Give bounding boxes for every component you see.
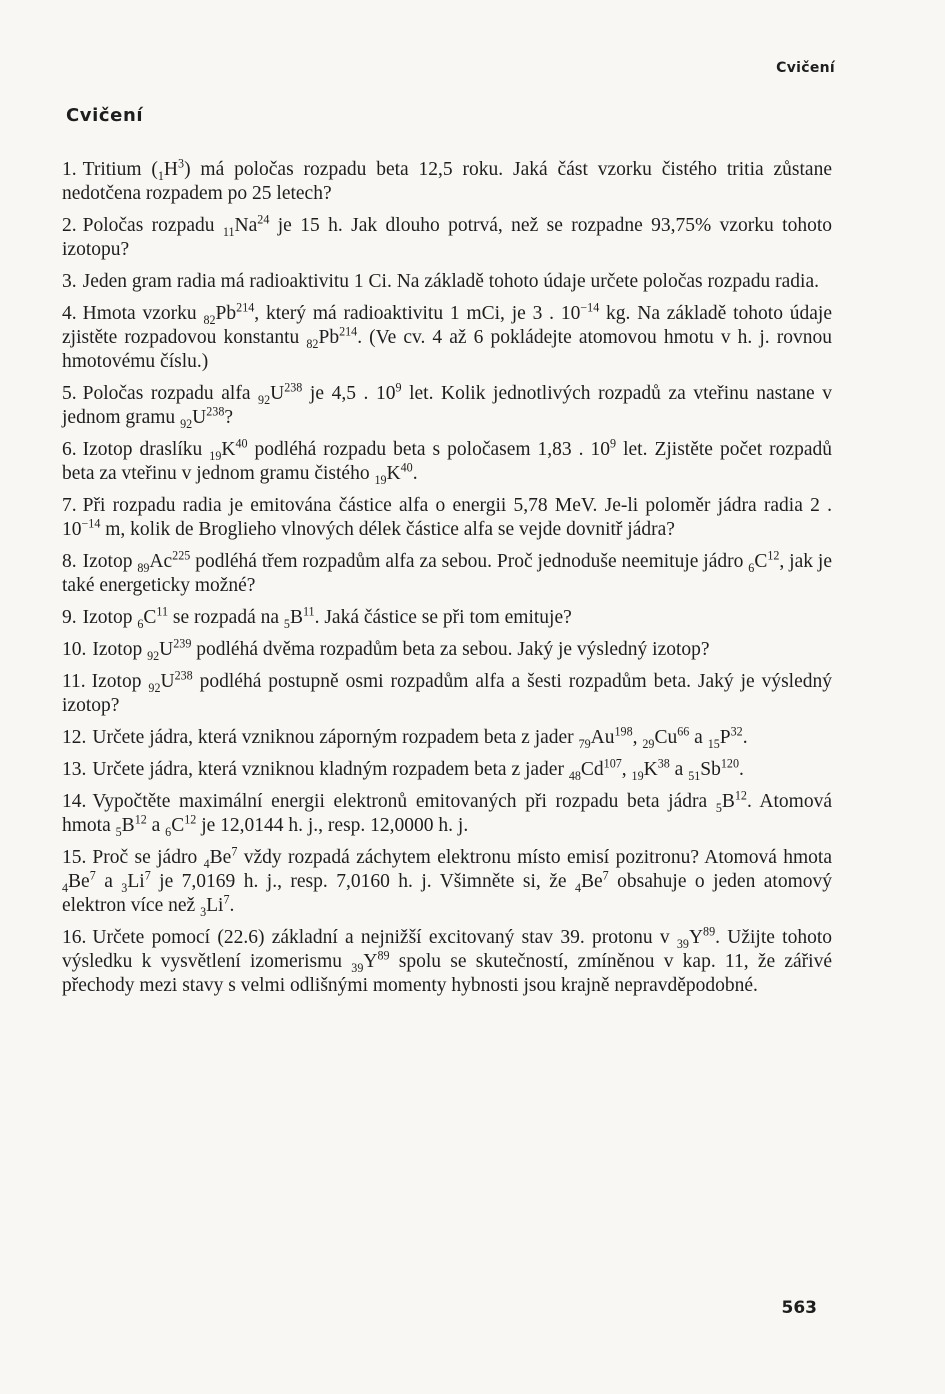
subscript: 89	[137, 560, 150, 575]
exercise-number: 1.	[62, 159, 77, 180]
exercise-text: Jeden gram radia má radioaktivitu 1 Ci. Na základě tohoto údaje určete poločas rozpadu radia.	[82, 271, 820, 292]
exercise-text: Li	[127, 871, 145, 892]
superscript: 89	[703, 924, 716, 939]
subscript: 5	[283, 616, 290, 631]
exercise-number: 8.	[62, 551, 77, 572]
exercise-number: 9.	[62, 607, 77, 628]
superscript: −14	[580, 300, 600, 315]
exercise-text: a	[146, 815, 166, 836]
superscript: 7	[231, 844, 238, 859]
exercise-text: .	[742, 727, 748, 748]
exercise-text: spolu se skutečností, zmíněnou v kap. 11, že zářivé přechody mezi stavy s velmi odlišnými momenty hybnosti jsou krajně nepravděpodobné.	[62, 951, 832, 996]
exercise-number: 7.	[62, 495, 77, 516]
exercise-item	[62, 382, 832, 430]
superscript: 238	[284, 380, 303, 395]
exercise-item	[62, 670, 832, 718]
superscript: 7	[602, 868, 609, 883]
exercise-text: Izotop	[82, 551, 138, 572]
section-heading: Cvičení	[66, 105, 144, 126]
superscript: −14	[81, 516, 101, 531]
exercise-item	[62, 302, 832, 374]
exercise-text: Y	[688, 927, 704, 948]
exercise-item	[62, 790, 832, 838]
exercise-text: Určete jádra, která vzniknou záporným rozpadem beta z jader	[92, 727, 579, 748]
subscript: 79	[578, 736, 591, 751]
exercise-number: 5.	[62, 383, 77, 404]
exercise-number: 15.	[62, 847, 87, 868]
exercise-text: ?	[224, 407, 234, 428]
exercise-text: Poločas rozpadu alfa	[82, 383, 259, 404]
exercise-list	[62, 158, 832, 1006]
subscript: 82	[306, 336, 319, 351]
subscript: 19	[631, 768, 644, 783]
superscript: 7	[89, 868, 96, 883]
exercise-text: Izotop	[82, 607, 138, 628]
superscript: 214	[339, 324, 358, 339]
exercise-text: , který má radioaktivitu 1 mCi, je 3 . 10	[254, 303, 581, 324]
superscript: 7	[223, 892, 230, 907]
exercise-text: Cd	[580, 759, 604, 780]
exercise-text: .	[739, 759, 744, 780]
superscript: 9	[610, 436, 617, 451]
superscript: 238	[206, 404, 225, 419]
exercise-text: Tritium (	[82, 159, 158, 180]
subscript: 6	[748, 560, 755, 575]
subscript: 19	[209, 448, 222, 463]
superscript: 107	[603, 756, 622, 771]
superscript: 12	[184, 812, 197, 827]
exercise-item	[62, 846, 832, 918]
exercise-item	[62, 758, 832, 782]
subscript: 39	[351, 960, 364, 975]
subscript: 5	[715, 800, 722, 815]
exercise-text: je 15 h. Jak dlouho potrvá, než se rozpadne 93,75% vzorku tohoto izotopu?	[62, 215, 833, 260]
exercise-text: Cu	[654, 727, 678, 748]
exercise-text: Be	[209, 847, 232, 868]
exercise-text: ) má poločas rozpadu beta 12,5 roku. Jaká část vzorku čistého tritia zůstane nedotčena rozpadem po 25 letech?	[62, 159, 832, 204]
exercise-number: 2.	[62, 215, 77, 236]
superscript: 12	[734, 788, 747, 803]
exercise-number: 3.	[62, 271, 77, 292]
subscript: 51	[688, 768, 701, 783]
superscript: 11	[302, 604, 315, 619]
exercise-text: Poločas rozpadu	[82, 215, 223, 236]
subscript: 1	[157, 168, 164, 183]
superscript: 239	[173, 636, 192, 651]
exercise-item	[62, 606, 832, 630]
exercise-text: P	[719, 727, 731, 748]
exercise-number: 12.	[62, 727, 87, 748]
exercise-text: Ac	[149, 551, 173, 572]
exercise-item	[62, 494, 832, 542]
exercise-text: . Atomová hmota	[62, 791, 832, 836]
superscript: 11	[156, 604, 169, 619]
subscript: 4	[574, 880, 581, 895]
exercise-text: Pb	[318, 327, 340, 348]
exercise-text: B	[121, 815, 135, 836]
exercise-item	[62, 158, 832, 206]
exercise-text: K	[386, 463, 401, 484]
superscript: 12	[767, 548, 780, 563]
superscript: 225	[172, 548, 191, 563]
superscript: 9	[395, 380, 402, 395]
superscript: 214	[236, 300, 255, 315]
exercise-text: kg. Na základě tohoto údaje zjistěte rozpadovou konstantu	[62, 303, 832, 348]
running-head: Cvičení	[776, 60, 835, 76]
subscript: 5	[115, 824, 122, 839]
exercise-text: K	[221, 439, 236, 460]
superscript: 120	[720, 756, 740, 771]
exercise-text: Proč se jádro	[92, 847, 204, 868]
exercise-text: je 4,5 . 10	[302, 383, 396, 404]
subscript: 29	[642, 736, 655, 751]
exercise-text: Be	[68, 871, 90, 892]
exercise-text: obsahuje o jeden atomový elektron více než	[62, 871, 832, 916]
exercise-text: let. Kolik jednotlivých rozpadů za vteřinu nastane v jednom gramu	[62, 383, 832, 428]
subscript: 3	[121, 880, 128, 895]
exercise-text: let. Zjistěte počet rozpadů beta za vteřinu v jednom gramu čistého	[62, 439, 832, 484]
superscript: 89	[377, 948, 390, 963]
exercise-text: Hmota vzorku	[82, 303, 204, 324]
subscript: 6	[137, 616, 144, 631]
superscript: 66	[677, 724, 690, 739]
subscript: 92	[147, 648, 160, 663]
subscript: 19	[374, 472, 387, 487]
exercise-text: U	[159, 639, 174, 660]
exercise-text: H	[163, 159, 179, 180]
exercise-text: je 12,0144 h. j., resp. 12,0000 h. j.	[196, 815, 469, 836]
exercise-item	[62, 726, 832, 750]
superscript: 198	[614, 724, 633, 739]
exercise-text: .	[229, 895, 235, 916]
exercise-text: Au	[590, 727, 615, 748]
superscript: 12	[134, 812, 147, 827]
exercise-text: a	[95, 871, 122, 892]
subscript: 92	[258, 392, 271, 407]
subscript: 4	[203, 856, 210, 871]
subscript: 48	[568, 768, 581, 783]
subscript: 3	[200, 904, 207, 919]
exercise-number: 6.	[62, 439, 77, 460]
superscript: 7	[144, 868, 151, 883]
exercise-text: a	[669, 759, 689, 780]
exercise-text: C	[171, 815, 185, 836]
exercise-number: 16.	[62, 927, 87, 948]
exercise-text: ,	[621, 759, 632, 780]
subscript: 39	[676, 936, 689, 951]
exercise-text: je 7,0169 h. j., resp. 7,0160 h. j. Všimněte si, že	[150, 871, 575, 892]
exercise-text: . (Ve cv. 4 až 6 pokládejte atomovou hmotu v h. j. rovnou hmotovému číslu.)	[62, 327, 833, 372]
exercise-text: a	[689, 727, 708, 748]
exercise-text: podléhá rozpadu beta s poločasem 1,83 . 10	[247, 439, 611, 460]
exercise-number: 11.	[62, 671, 86, 692]
exercise-text: Be	[581, 871, 603, 892]
exercise-text: Určete pomocí (22.6) základní a nejnižší excitovaný stav 39. protonu v	[92, 927, 677, 948]
exercise-item	[62, 438, 832, 486]
exercise-text: Na	[234, 215, 258, 236]
exercise-text: U	[160, 671, 175, 692]
subscript: 4	[62, 880, 69, 895]
superscript: 40	[400, 460, 413, 475]
exercise-number: 14.	[62, 791, 87, 812]
exercise-text: podléhá třem rozpadům alfa za sebou. Proč jednoduše neemituje jádro	[190, 551, 749, 572]
exercise-text: . Užijte tohoto výsledku k vysvětlení izomerismu	[62, 927, 832, 972]
subscript: 82	[203, 312, 216, 327]
superscript: 32	[730, 724, 743, 739]
exercise-item	[62, 926, 832, 998]
page-number: 563	[781, 1298, 817, 1318]
superscript: 38	[657, 756, 670, 771]
exercise-item	[62, 638, 832, 662]
subscript: 15	[707, 736, 720, 751]
superscript: 24	[257, 212, 270, 227]
exercise-text: Y	[363, 951, 378, 972]
exercise-text: K	[643, 759, 658, 780]
exercise-item	[62, 270, 832, 294]
subscript: 11	[222, 224, 235, 239]
exercise-text: podléhá dvěma rozpadům beta za sebou. Jaký je výsledný izotop?	[191, 639, 710, 660]
superscript: 40	[235, 436, 248, 451]
exercise-text: Sb	[700, 759, 721, 780]
exercise-text: Izotop	[92, 639, 148, 660]
exercise-text: C	[143, 607, 157, 628]
exercise-item	[62, 550, 832, 598]
exercise-text: se rozpadá na	[168, 607, 284, 628]
subscript: 92	[180, 416, 193, 431]
exercise-text: Pb	[215, 303, 237, 324]
superscript: 3	[178, 156, 185, 171]
exercise-text: , jak je také energeticky možné?	[62, 551, 832, 596]
exercise-item	[62, 214, 832, 262]
exercise-text: B	[289, 607, 303, 628]
exercise-text: vždy rozpadá záchytem elektronu místo emisí pozitronu? Atomová hmota	[237, 847, 832, 868]
exercise-text: Při rozpadu radia je emitována částice alfa o energii 5,78 MeV. Je-li poloměr jádra radia 2 . 10	[62, 495, 832, 540]
exercise-number: 13.	[62, 759, 87, 780]
subscript: 92	[148, 680, 161, 695]
exercise-text: .	[412, 463, 418, 484]
exercise-text: . Jaká částice se při tom emituje?	[314, 607, 572, 628]
exercise-text: U	[192, 407, 207, 428]
exercise-text: m, kolik de Broglieho vlnových délek částice alfa se vejde dovnitř jádra?	[100, 519, 675, 540]
exercise-text: ,	[632, 727, 643, 748]
exercise-text: Izotop	[91, 671, 149, 692]
superscript: 238	[174, 668, 193, 683]
exercise-number: 4.	[62, 303, 77, 324]
exercise-text: U	[270, 383, 285, 404]
exercise-text: podléhá postupně osmi rozpadům alfa a šesti rozpadům beta. Jaký je výsledný izotop?	[62, 671, 832, 716]
subscript: 6	[165, 824, 172, 839]
exercise-text: C	[754, 551, 768, 572]
exercise-text: Vypočtěte maximální energii elektronů emitovaných při rozpadu beta jádra	[92, 791, 716, 812]
exercise-text: Určete jádra, která vzniknou kladným rozpadem beta z jader	[92, 759, 569, 780]
exercise-text: B	[721, 791, 735, 812]
exercise-text: Li	[206, 895, 224, 916]
exercise-number: 10.	[62, 639, 87, 660]
exercise-text: Izotop draslíku	[82, 439, 210, 460]
